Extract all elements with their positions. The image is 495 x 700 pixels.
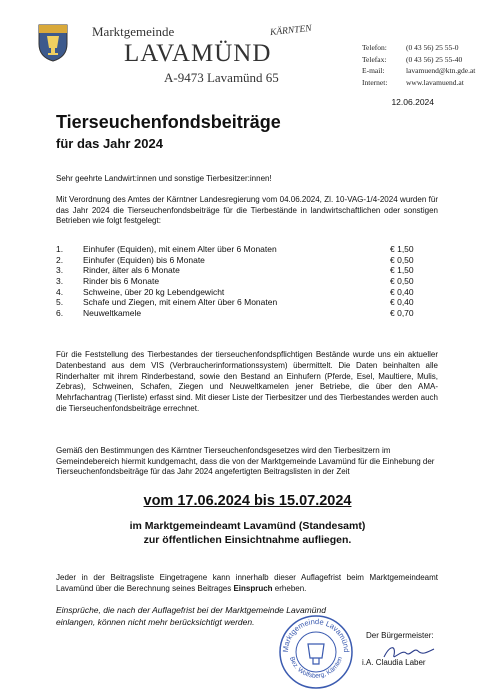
municipality-name: LAVAMÜND (124, 40, 272, 67)
contact-block (362, 42, 475, 88)
official-stamp (278, 614, 354, 690)
intro-paragraph: Mit Verordnung des Amtes der Kärntner Landesregierung vom 04.06.2024, Zl. 10-VAG-1/4-2024 wurden für das Jahr 2024 die Tierseuchenfondsbeiträge für die Tierbestände in landwirtschaftlichen oder sonstigen Betrieben wie folgt festgelegt: (56, 195, 438, 225)
svg-text:Marktgemeinde Lavamünd (281, 617, 351, 653)
signatory-name: i.A. Claudia Laber (362, 658, 426, 667)
fee-row: 2. Einhufer (Equiden) bis 6 Monate € 0,50 (56, 254, 414, 265)
office-line-1: im Marktgemeindeamt Lavamünd (Standesamt) (129, 520, 366, 532)
municipality-prefix: Marktgemeinde (92, 24, 175, 39)
stamp-top-text: Marktgemeinde Lavamünd (280, 616, 352, 653)
inspection-period: vom 17.06.2024 bis 15.07.2024 (143, 493, 352, 509)
contact-fax: Telefax: (0 43 56) 25 55-40 (362, 54, 463, 64)
fee-table (56, 244, 438, 319)
late-objection-note: Einsprüche, die nach der Auflagefrist bei der Marktgemeinde Lavamünd einlangen, können nicht mehr berücksichtigt werden. (56, 605, 326, 627)
announcement-paragraph: Gemäß den Bestimmungen des Kärntner Tierseuchenfondsgesetzes wird den Tierbesitzern im Gemeindebereich hiermit kundgemacht, dass die von der Marktgemeinde Lavamünd für die Einhebung der Tierseuchenfondsbeiträge für das Jahr 2024 angefertigten Beitragslisten in der Zeit (56, 446, 435, 476)
contact-email: E-mail: lavamuend@ktn.gde.at (362, 66, 476, 75)
state-label: KÄRNTEN (269, 23, 313, 39)
document-title: Tierseuchenfondsbeiträge (56, 112, 281, 132)
greeting: Sehr geehrte Landwirt:innen und sonstige Tierbesitzer:innen! (56, 174, 272, 183)
fee-row: 6. Neuweltkamele € 0,70 (56, 308, 414, 319)
inspection-location (0, 519, 495, 547)
contact-website: Internet: www.lavamuend.at (362, 77, 464, 87)
data-source-paragraph: Für die Feststellung des Tierbestandes der tierseuchenfondspflichtigen Bestände wurde uns ein aktueller Datenbestand aus dem VIS (Verbraucherinformationssystem) übermittelt. Die Daten beinhalten alle Rinderhalter mit ihrem Rinderbestand, sowie den Bestand an Einhufern (Pferde, Esel, Maultiere, Mulis, Zebras), Schweinen, Schafen, Ziegen und Neuweltkamelen jener Betriebe, die über den AMA-Mehrfachantrag (Tierliste) erfasst sind. Mit dieser Liste der Tierbesitzer und des Tierbestandes werden auch die Tierseuchenfondsbeiträge errechnet. (56, 350, 438, 413)
signature-role: Der Bürgermeister: (366, 631, 434, 640)
fee-row: 5. Schafe und Ziegen, mit einem Alter über 6 Monaten € 0,40 (56, 297, 414, 308)
office-line-2: zur öffentlichen Einsichtnahme aufliegen. (143, 534, 352, 546)
objection-paragraph: Jeder in der Beitragsliste Eingetragene kann innerhalb dieser Auflagefrist beim Marktgemeindeamt Lavamünd über die Berechnung seines Beitrages Einspruch erheben. (56, 573, 438, 593)
document-date: 12.06.2024 (391, 97, 434, 107)
objection-keyword: Einspruch (233, 584, 273, 593)
stamp-bottom-text: Bez. Wolfsberg, Kärnten (287, 655, 345, 680)
fee-row: 3. Rinder, älter als 6 Monate € 1,50 (56, 265, 414, 276)
fee-row: 3. Rinder bis 6 Monate € 0,50 (56, 276, 414, 287)
fee-row: 1. Einhufer (Equiden), mit einem Alter über 6 Monaten € 1,50 (56, 244, 414, 254)
fee-row: 4. Schweine, über 20 kg Lebendgewicht € 0,40 (56, 286, 414, 297)
svg-text:Bez. Wolfsberg, Kärnten (288, 656, 344, 680)
document-subtitle: für das Jahr 2024 (56, 136, 163, 151)
municipality-address: A-9473 Lavamünd 65 (164, 70, 279, 85)
municipal-crest-icon (38, 24, 68, 62)
contact-phone: Telefon: (0 43 56) 25 55-0 (362, 43, 459, 52)
